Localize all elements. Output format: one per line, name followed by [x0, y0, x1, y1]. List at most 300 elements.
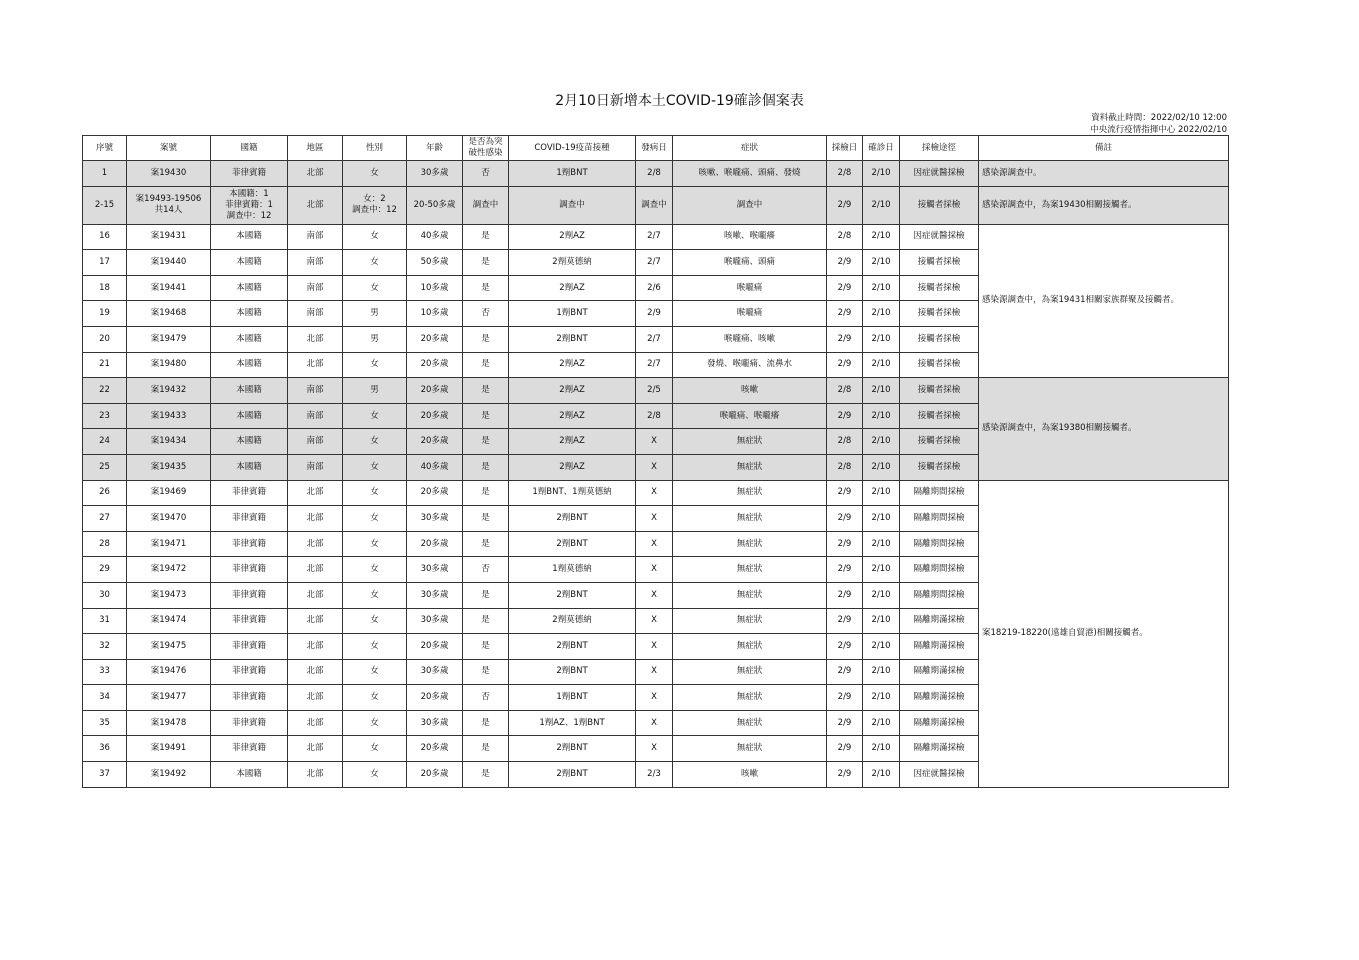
table-row: [83, 378, 1229, 404]
region-cell: 北部: [288, 582, 343, 608]
symptoms-cell: 無症狀: [673, 480, 827, 506]
symptoms-cell: 發燒、喉嚨痛、流鼻水: [673, 352, 827, 378]
breakthrough-cell: 否: [463, 685, 509, 711]
sample-date-cell: 2/9: [827, 480, 863, 506]
header-cell: 年齡: [407, 136, 463, 161]
sampling-route-cell: 隔離期滿採檢: [900, 659, 979, 685]
confirm-date-cell: 2/10: [863, 659, 900, 685]
case-id-cell: 案19471: [127, 531, 211, 557]
sample-date-cell: 2/9: [827, 186, 863, 224]
sample-date-cell: 2/8: [827, 378, 863, 404]
sampling-route-cell: 接觸者採檢: [900, 301, 979, 327]
serial-cell: 30: [83, 582, 127, 608]
nationality-cell: 菲律賓籍: [211, 608, 288, 634]
sample-date-cell: 2/9: [827, 250, 863, 276]
breakthrough-cell: 是: [463, 634, 509, 660]
symptoms-cell: 無症狀: [673, 582, 827, 608]
sampling-route-cell: 因症就醫採檢: [900, 161, 979, 187]
onset-date-cell: X: [636, 659, 673, 685]
region-cell: 北部: [288, 531, 343, 557]
serial-cell: 28: [83, 531, 127, 557]
case-id-cell: 案19473: [127, 582, 211, 608]
sampling-route-cell: 接觸者採檢: [900, 186, 979, 224]
case-id-cell: 案19493-19506 共14人: [127, 186, 211, 224]
case-table: [82, 135, 1229, 788]
vaccine-cell: 調查中: [509, 186, 636, 224]
onset-date-cell: 2/7: [636, 250, 673, 276]
serial-cell: 23: [83, 403, 127, 429]
region-cell: 南部: [288, 250, 343, 276]
vaccine-cell: 2劑AZ: [509, 275, 636, 301]
breakthrough-cell: 是: [463, 429, 509, 455]
age-cell: 20多歲: [407, 429, 463, 455]
case-id-cell: 案19440: [127, 250, 211, 276]
sampling-route-cell: 隔離期滿採檢: [900, 608, 979, 634]
onset-date-cell: X: [636, 736, 673, 762]
nationality-cell: 菲律賓籍: [211, 506, 288, 532]
region-cell: 北部: [288, 710, 343, 736]
region-cell: 北部: [288, 736, 343, 762]
sampling-route-cell: 接觸者採檢: [900, 326, 979, 352]
table-row: [83, 480, 1229, 506]
header-cell: 案號: [127, 136, 211, 161]
case-id-cell: 案19430: [127, 161, 211, 187]
symptoms-cell: 調查中: [673, 186, 827, 224]
region-cell: 北部: [288, 161, 343, 187]
sample-date-cell: 2/9: [827, 403, 863, 429]
breakthrough-cell: 是: [463, 250, 509, 276]
age-cell: 30多歲: [407, 659, 463, 685]
case-id-cell: 案19479: [127, 326, 211, 352]
sample-date-cell: 2/9: [827, 582, 863, 608]
serial-cell: 24: [83, 429, 127, 455]
sex-cell: 男: [343, 301, 407, 327]
sampling-route-cell: 隔離期滿採檢: [900, 634, 979, 660]
age-cell: 10多歲: [407, 301, 463, 327]
sampling-route-cell: 接觸者採檢: [900, 429, 979, 455]
sex-cell: 女: [343, 736, 407, 762]
confirm-date-cell: 2/10: [863, 429, 900, 455]
region-cell: 北部: [288, 659, 343, 685]
breakthrough-cell: 否: [463, 161, 509, 187]
sampling-route-cell: 接觸者採檢: [900, 454, 979, 480]
remarks-cell: 感染源調查中，為案19430相關接觸者。: [979, 186, 1229, 224]
breakthrough-cell: 是: [463, 531, 509, 557]
data-cutoff-time: 資料截止時間：2022/02/10 12:00: [1091, 113, 1227, 123]
confirm-date-cell: 2/10: [863, 634, 900, 660]
breakthrough-cell: 否: [463, 557, 509, 583]
sex-cell: 女: [343, 224, 407, 250]
age-cell: 40多歲: [407, 454, 463, 480]
case-id-cell: 案19480: [127, 352, 211, 378]
nationality-cell: 本國籍：1 菲律賓籍：1 調查中：12: [211, 186, 288, 224]
vaccine-cell: 2劑BNT: [509, 762, 636, 788]
sample-date-cell: 2/9: [827, 301, 863, 327]
confirm-date-cell: 2/10: [863, 557, 900, 583]
nationality-cell: 菲律賓籍: [211, 634, 288, 660]
onset-date-cell: 調查中: [636, 186, 673, 224]
header-cell: COVID-19疫苗接種: [509, 136, 636, 161]
confirm-date-cell: 2/10: [863, 403, 900, 429]
vaccine-cell: 1劑BNT: [509, 685, 636, 711]
age-cell: 40多歲: [407, 224, 463, 250]
sex-cell: 女: [343, 403, 407, 429]
vaccine-cell: 2劑BNT: [509, 582, 636, 608]
breakthrough-cell: 否: [463, 301, 509, 327]
confirm-date-cell: 2/10: [863, 352, 900, 378]
case-id-cell: 案19435: [127, 454, 211, 480]
age-cell: 30多歲: [407, 710, 463, 736]
region-cell: 南部: [288, 403, 343, 429]
nationality-cell: 菲律賓籍: [211, 161, 288, 187]
vaccine-cell: 2劑AZ: [509, 429, 636, 455]
symptoms-cell: 無症狀: [673, 659, 827, 685]
page-title: 2月10日新增本土COVID-19確診個案表: [555, 93, 804, 109]
symptoms-cell: 無症狀: [673, 608, 827, 634]
sex-cell: 女: [343, 352, 407, 378]
table-header-row: [83, 136, 1229, 161]
sample-date-cell: 2/9: [827, 710, 863, 736]
confirm-date-cell: 2/10: [863, 762, 900, 788]
sample-date-cell: 2/9: [827, 634, 863, 660]
sample-date-cell: 2/9: [827, 762, 863, 788]
breakthrough-cell: 是: [463, 736, 509, 762]
age-cell: 20多歲: [407, 634, 463, 660]
nationality-cell: 本國籍: [211, 352, 288, 378]
onset-date-cell: 2/3: [636, 762, 673, 788]
serial-cell: 37: [83, 762, 127, 788]
confirm-date-cell: 2/10: [863, 186, 900, 224]
serial-cell: 33: [83, 659, 127, 685]
sampling-route-cell: 因症就醫採檢: [900, 762, 979, 788]
table-row: [83, 224, 1229, 250]
confirm-date-cell: 2/10: [863, 736, 900, 762]
onset-date-cell: 2/6: [636, 275, 673, 301]
age-cell: 20多歲: [407, 736, 463, 762]
serial-cell: 36: [83, 736, 127, 762]
sampling-route-cell: 接觸者採檢: [900, 378, 979, 404]
serial-cell: 18: [83, 275, 127, 301]
sampling-route-cell: 隔離期間採檢: [900, 557, 979, 583]
nationality-cell: 本國籍: [211, 301, 288, 327]
onset-date-cell: X: [636, 480, 673, 506]
case-id-cell: 案19475: [127, 634, 211, 660]
age-cell: 20-50多歲: [407, 186, 463, 224]
nationality-cell: 菲律賓籍: [211, 685, 288, 711]
sampling-route-cell: 隔離期滿採檢: [900, 685, 979, 711]
vaccine-cell: 2劑BNT: [509, 634, 636, 660]
confirm-date-cell: 2/10: [863, 250, 900, 276]
onset-date-cell: X: [636, 582, 673, 608]
sampling-route-cell: 因症就醫採檢: [900, 224, 979, 250]
symptoms-cell: 喉嚨痛、咳嗽: [673, 326, 827, 352]
report-source: 中央流行疫情指揮中心 2022/02/10: [1090, 125, 1227, 135]
symptoms-cell: 咳嗽、喉嚨癢: [673, 224, 827, 250]
age-cell: 20多歲: [407, 531, 463, 557]
sample-date-cell: 2/8: [827, 161, 863, 187]
case-id-cell: 案19492: [127, 762, 211, 788]
serial-cell: 35: [83, 710, 127, 736]
nationality-cell: 本國籍: [211, 429, 288, 455]
symptoms-cell: 無症狀: [673, 429, 827, 455]
breakthrough-cell: 是: [463, 378, 509, 404]
serial-cell: 32: [83, 634, 127, 660]
age-cell: 50多歲: [407, 250, 463, 276]
region-cell: 南部: [288, 429, 343, 455]
case-id-cell: 案19476: [127, 659, 211, 685]
region-cell: 北部: [288, 685, 343, 711]
sex-cell: 女: [343, 506, 407, 532]
symptoms-cell: 無症狀: [673, 736, 827, 762]
sample-date-cell: 2/9: [827, 685, 863, 711]
confirm-date-cell: 2/10: [863, 275, 900, 301]
onset-date-cell: X: [636, 506, 673, 532]
age-cell: 30多歲: [407, 506, 463, 532]
nationality-cell: 本國籍: [211, 762, 288, 788]
age-cell: 20多歲: [407, 378, 463, 404]
sampling-route-cell: 接觸者採檢: [900, 352, 979, 378]
vaccine-cell: 2劑AZ: [509, 403, 636, 429]
onset-date-cell: X: [636, 557, 673, 583]
nationality-cell: 菲律賓籍: [211, 480, 288, 506]
sample-date-cell: 2/9: [827, 352, 863, 378]
nationality-cell: 本國籍: [211, 378, 288, 404]
breakthrough-cell: 調查中: [463, 186, 509, 224]
remarks-cell: 案18219-18220(遠雄自貿港)相關接觸者。: [979, 480, 1229, 787]
age-cell: 20多歲: [407, 762, 463, 788]
vaccine-cell: 1劑AZ、1劑BNT: [509, 710, 636, 736]
region-cell: 北部: [288, 352, 343, 378]
header-cell: 序號: [83, 136, 127, 161]
serial-cell: 1: [83, 161, 127, 187]
header-cell: 地區: [288, 136, 343, 161]
sex-cell: 女: [343, 480, 407, 506]
sample-date-cell: 2/9: [827, 736, 863, 762]
symptoms-cell: 無症狀: [673, 531, 827, 557]
case-id-cell: 案19469: [127, 480, 211, 506]
case-id-cell: 案19432: [127, 378, 211, 404]
confirm-date-cell: 2/10: [863, 480, 900, 506]
region-cell: 北部: [288, 186, 343, 224]
nationality-cell: 本國籍: [211, 403, 288, 429]
nationality-cell: 本國籍: [211, 224, 288, 250]
header-cell: 發病日: [636, 136, 673, 161]
symptoms-cell: 咳嗽: [673, 378, 827, 404]
remarks-cell: 感染源調查中，為案19380相關接觸者。: [979, 378, 1229, 480]
symptoms-cell: 咳嗽: [673, 762, 827, 788]
sampling-route-cell: 隔離期間採檢: [900, 531, 979, 557]
vaccine-cell: 2劑莫德納: [509, 250, 636, 276]
onset-date-cell: X: [636, 429, 673, 455]
header-cell: 備註: [979, 136, 1229, 161]
vaccine-cell: 2劑BNT: [509, 531, 636, 557]
header-cell: 國籍: [211, 136, 288, 161]
onset-date-cell: 2/8: [636, 403, 673, 429]
confirm-date-cell: 2/10: [863, 685, 900, 711]
case-id-cell: 案19468: [127, 301, 211, 327]
header-cell: 症狀: [673, 136, 827, 161]
breakthrough-cell: 是: [463, 659, 509, 685]
sex-cell: 男: [343, 378, 407, 404]
serial-cell: 21: [83, 352, 127, 378]
confirm-date-cell: 2/10: [863, 531, 900, 557]
onset-date-cell: 2/7: [636, 224, 673, 250]
region-cell: 北部: [288, 608, 343, 634]
remarks-cell: 感染源調查中。: [979, 161, 1229, 187]
case-id-cell: 案19441: [127, 275, 211, 301]
onset-date-cell: 2/7: [636, 326, 673, 352]
sampling-route-cell: 隔離期間採檢: [900, 582, 979, 608]
symptoms-cell: 喉嚨痛: [673, 301, 827, 327]
vaccine-cell: 2劑AZ: [509, 352, 636, 378]
nationality-cell: 菲律賓籍: [211, 659, 288, 685]
sampling-route-cell: 接觸者採檢: [900, 403, 979, 429]
breakthrough-cell: 是: [463, 710, 509, 736]
header-cell: 確診日: [863, 136, 900, 161]
symptoms-cell: 無症狀: [673, 634, 827, 660]
confirm-date-cell: 2/10: [863, 326, 900, 352]
region-cell: 北部: [288, 557, 343, 583]
onset-date-cell: 2/8: [636, 161, 673, 187]
region-cell: 南部: [288, 301, 343, 327]
age-cell: 20多歲: [407, 403, 463, 429]
age-cell: 30多歲: [407, 161, 463, 187]
case-id-cell: 案19470: [127, 506, 211, 532]
serial-cell: 20: [83, 326, 127, 352]
table-row: [83, 161, 1229, 187]
sex-cell: 女: [343, 710, 407, 736]
serial-cell: 19: [83, 301, 127, 327]
header-cell: 採檢途徑: [900, 136, 979, 161]
header-cell: 採檢日: [827, 136, 863, 161]
region-cell: 北部: [288, 634, 343, 660]
breakthrough-cell: 是: [463, 352, 509, 378]
age-cell: 20多歲: [407, 685, 463, 711]
onset-date-cell: X: [636, 531, 673, 557]
onset-date-cell: X: [636, 454, 673, 480]
onset-date-cell: X: [636, 685, 673, 711]
confirm-date-cell: 2/10: [863, 608, 900, 634]
age-cell: 30多歲: [407, 557, 463, 583]
sample-date-cell: 2/9: [827, 659, 863, 685]
sex-cell: 男: [343, 326, 407, 352]
vaccine-cell: 1劑BNT: [509, 161, 636, 187]
breakthrough-cell: 是: [463, 275, 509, 301]
region-cell: 北部: [288, 480, 343, 506]
sample-date-cell: 2/9: [827, 531, 863, 557]
nationality-cell: 菲律賓籍: [211, 557, 288, 583]
sample-date-cell: 2/9: [827, 506, 863, 532]
case-id-cell: 案19477: [127, 685, 211, 711]
region-cell: 南部: [288, 454, 343, 480]
symptoms-cell: 無症狀: [673, 710, 827, 736]
vaccine-cell: 2劑AZ: [509, 224, 636, 250]
onset-date-cell: 2/7: [636, 352, 673, 378]
case-id-cell: 案19474: [127, 608, 211, 634]
vaccine-cell: 1劑BNT: [509, 301, 636, 327]
region-cell: 北部: [288, 762, 343, 788]
sex-cell: 女: [343, 634, 407, 660]
header-cell: 是否為突 破性感染: [463, 136, 509, 161]
sample-date-cell: 2/8: [827, 454, 863, 480]
breakthrough-cell: 是: [463, 608, 509, 634]
sex-cell: 女: [343, 454, 407, 480]
vaccine-cell: 2劑BNT: [509, 326, 636, 352]
sex-cell: 女: [343, 762, 407, 788]
region-cell: 南部: [288, 378, 343, 404]
sampling-route-cell: 隔離期間採檢: [900, 480, 979, 506]
case-id-cell: 案19478: [127, 710, 211, 736]
vaccine-cell: 1劑莫德納: [509, 557, 636, 583]
vaccine-cell: 2劑AZ: [509, 378, 636, 404]
sample-date-cell: 2/9: [827, 557, 863, 583]
sampling-route-cell: 隔離期間採檢: [900, 506, 979, 532]
case-table-body: [83, 161, 1229, 788]
onset-date-cell: X: [636, 710, 673, 736]
nationality-cell: 菲律賓籍: [211, 582, 288, 608]
serial-cell: 26: [83, 480, 127, 506]
confirm-date-cell: 2/10: [863, 506, 900, 532]
confirm-date-cell: 2/10: [863, 301, 900, 327]
breakthrough-cell: 是: [463, 224, 509, 250]
symptoms-cell: 喉嚨痛、頭痛: [673, 250, 827, 276]
sex-cell: 女: [343, 659, 407, 685]
sampling-route-cell: 隔離期滿採檢: [900, 736, 979, 762]
confirm-date-cell: 2/10: [863, 582, 900, 608]
nationality-cell: 本國籍: [211, 275, 288, 301]
onset-date-cell: X: [636, 608, 673, 634]
sampling-route-cell: 接觸者採檢: [900, 275, 979, 301]
sex-cell: 女: [343, 531, 407, 557]
sex-cell: 女: [343, 685, 407, 711]
serial-cell: 27: [83, 506, 127, 532]
nationality-cell: 菲律賓籍: [211, 710, 288, 736]
vaccine-cell: 2劑BNT: [509, 736, 636, 762]
sample-date-cell: 2/8: [827, 224, 863, 250]
breakthrough-cell: 是: [463, 403, 509, 429]
case-id-cell: 案19491: [127, 736, 211, 762]
sex-cell: 女: [343, 608, 407, 634]
sample-date-cell: 2/8: [827, 429, 863, 455]
confirm-date-cell: 2/10: [863, 710, 900, 736]
report-meta: [1090, 112, 1227, 136]
nationality-cell: 本國籍: [211, 250, 288, 276]
sample-date-cell: 2/9: [827, 608, 863, 634]
sampling-route-cell: 隔離期滿採檢: [900, 710, 979, 736]
serial-cell: 34: [83, 685, 127, 711]
sample-date-cell: 2/9: [827, 326, 863, 352]
breakthrough-cell: 是: [463, 762, 509, 788]
sex-cell: 女: [343, 250, 407, 276]
vaccine-cell: 2劑BNT: [509, 506, 636, 532]
vaccine-cell: 2劑BNT: [509, 659, 636, 685]
breakthrough-cell: 是: [463, 326, 509, 352]
vaccine-cell: 2劑AZ: [509, 454, 636, 480]
confirm-date-cell: 2/10: [863, 378, 900, 404]
sampling-route-cell: 接觸者採檢: [900, 250, 979, 276]
breakthrough-cell: 是: [463, 582, 509, 608]
serial-cell: 31: [83, 608, 127, 634]
symptoms-cell: 咳嗽、喉嚨痛、頭痛、發燒: [673, 161, 827, 187]
sex-cell: 女: [343, 582, 407, 608]
breakthrough-cell: 是: [463, 506, 509, 532]
nationality-cell: 菲律賓籍: [211, 736, 288, 762]
table-row: [83, 186, 1229, 224]
symptoms-cell: 無症狀: [673, 506, 827, 532]
nationality-cell: 菲律賓籍: [211, 531, 288, 557]
confirm-date-cell: 2/10: [863, 224, 900, 250]
serial-cell: 17: [83, 250, 127, 276]
